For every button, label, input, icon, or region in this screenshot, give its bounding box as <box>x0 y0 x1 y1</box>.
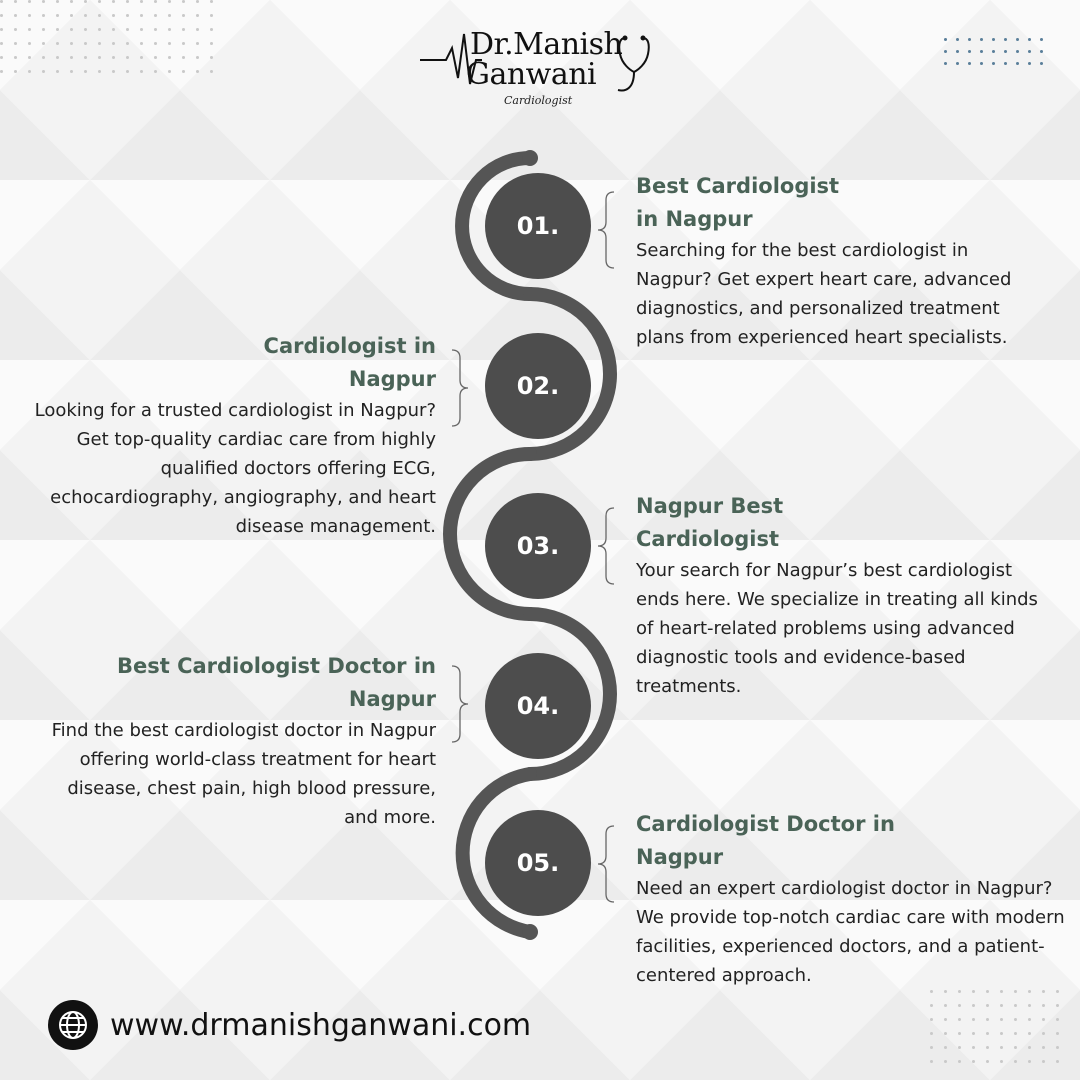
item-5-title-line2: Nagpur <box>636 845 724 869</box>
brand-name-line1: Dr.Manish <box>470 27 623 62</box>
item-1-title <box>636 170 1056 236</box>
item-1-description: Searching for the best cardiologist in Nagpur? Get expert heart care, advanced diagnostics, and personalized treatment plans from experienced heart specialists. <box>636 240 1012 348</box>
brace-left-4 <box>448 664 470 744</box>
item-2 <box>24 330 436 541</box>
footer <box>48 1000 531 1050</box>
item-3-description: Your search for Nagpur’s best cardiologist ends here. We specialize in treating all kinds of heart-related problems using advanced diagnostic tools and evidence-based treatments. <box>636 560 1038 697</box>
website-link[interactable]: www.drmanishganwani.com <box>110 1007 532 1043</box>
brace-left-2 <box>448 348 470 428</box>
step-number-3: 03. <box>485 493 591 599</box>
brace-right-3 <box>596 506 618 586</box>
item-2-title-line1: Cardiologist in <box>263 334 436 358</box>
item-5 <box>636 808 1066 990</box>
item-4 <box>40 650 436 832</box>
item-4-description: Find the best cardiologist doctor in Nagpur offering world-class treatment for heart disease, chest pain, high blood pressure, and more. <box>51 720 436 828</box>
brace-right-5 <box>596 824 618 904</box>
item-3 <box>636 490 1056 701</box>
item-2-title <box>24 330 436 396</box>
item-5-title <box>636 808 1066 874</box>
item-1-title-line1: Best Cardiologist <box>636 174 840 198</box>
brace-right-1 <box>596 190 618 270</box>
globe-icon <box>48 1000 98 1050</box>
item-2-description: Looking for a trusted cardiologist in Nagpur? Get top-quality cardiac care from highly qualified doctors offering ECG, echocardiography, angiography, and heart disease management. <box>34 400 436 537</box>
item-4-title-line1: Best Cardiologist Doctor in <box>117 654 436 678</box>
step-number-4: 04. <box>485 653 591 759</box>
item-5-description: Need an expert cardiologist doctor in Nagpur? We provide top-notch cardiac care with modern facilities, experienced doctors, and a patient-centered approach. <box>636 878 1065 986</box>
brand-name-line2: Ganwani <box>466 57 597 92</box>
brand-subtitle: Cardiologist <box>504 94 573 107</box>
step-number-5: 05. <box>485 810 591 916</box>
item-4-title-line2: Nagpur <box>348 687 436 711</box>
item-3-title-line1: Nagpur Best <box>636 494 784 518</box>
item-5-title-line1: Cardiologist Doctor in <box>636 812 895 836</box>
step-number-2: 02. <box>485 333 591 439</box>
step-number-1: 01. <box>485 173 591 279</box>
item-3-title <box>636 490 1056 556</box>
item-1-title-line2: in Nagpur <box>636 207 753 231</box>
item-3-title-line2: Cardiologist <box>636 527 779 551</box>
item-2-title-line2: Nagpur <box>348 367 436 391</box>
item-4-title <box>40 650 436 716</box>
item-1 <box>636 170 1056 352</box>
